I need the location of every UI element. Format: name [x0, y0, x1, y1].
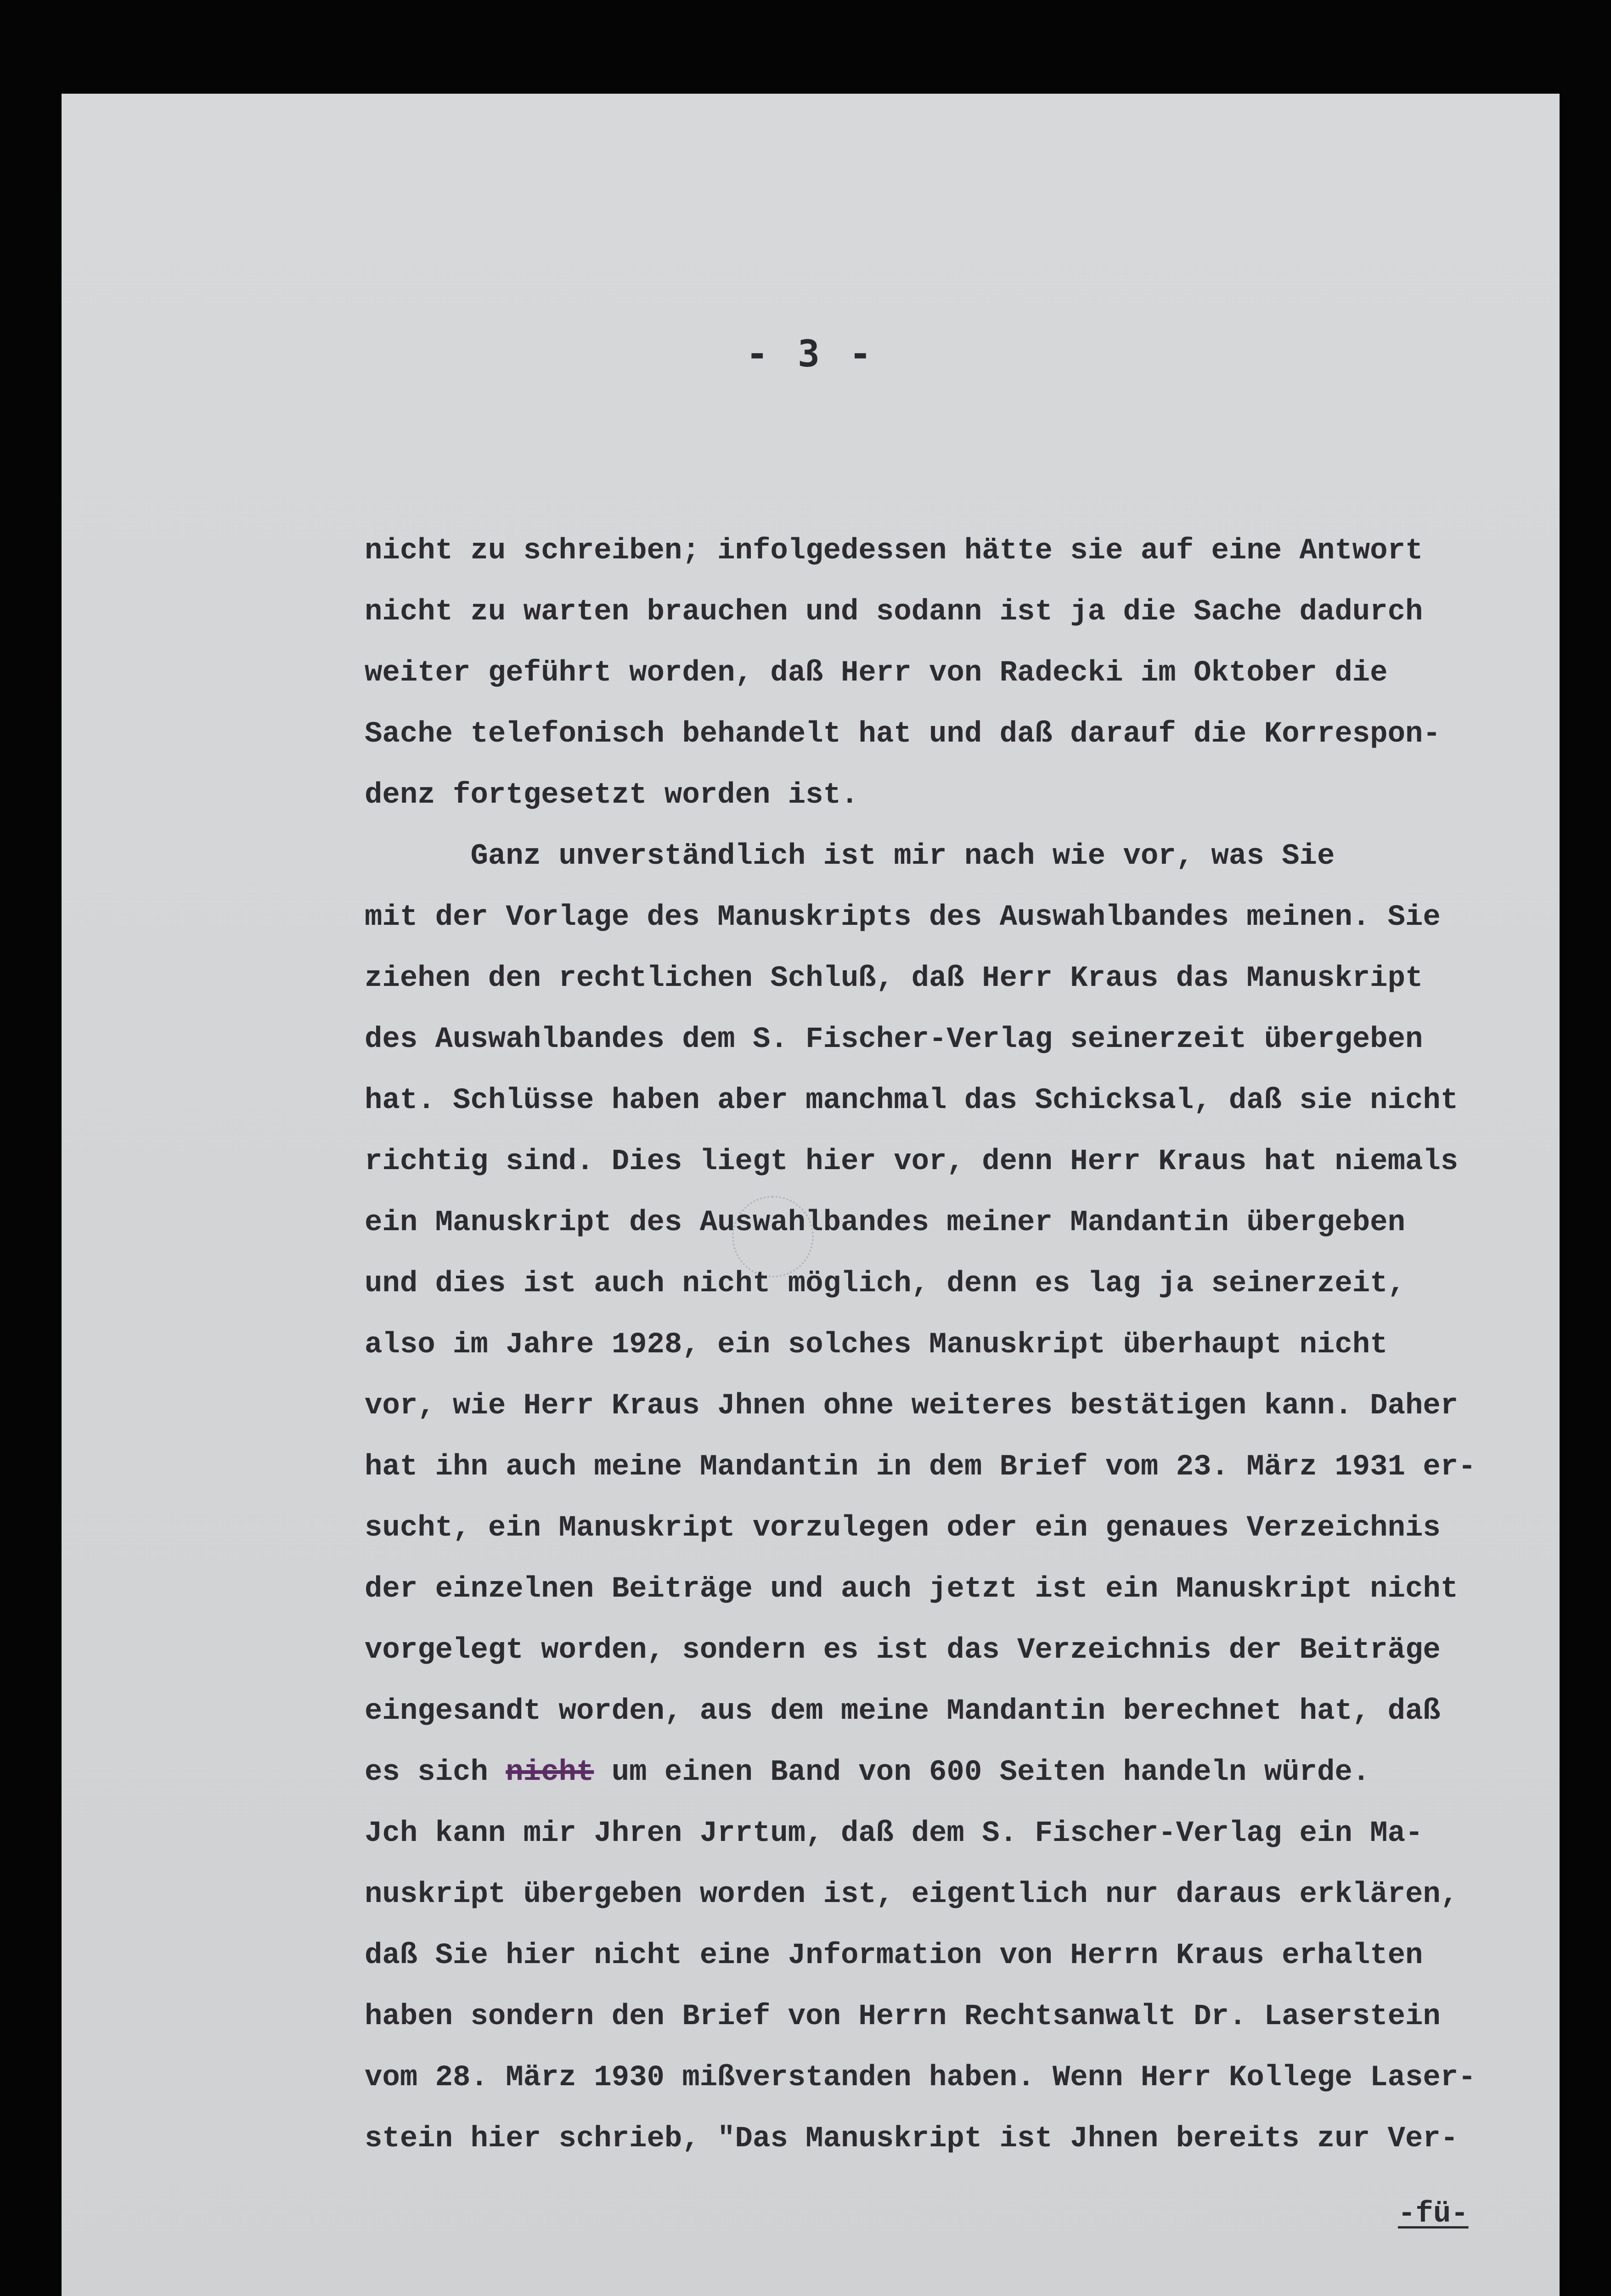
document-page — [62, 94, 1560, 2296]
struck-word: nicht — [506, 1756, 594, 1789]
strike-line-before: es sich — [365, 1756, 506, 1789]
text-line: und dies ist auch nicht möglich, denn es lag ja seinerzeit, — [365, 1267, 1405, 1300]
text-line: also im Jahre 1928, ein solches Manuskript überhaupt nicht — [365, 1328, 1388, 1362]
text-line: daß Sie hier nicht eine Jnformation von Herrn Kraus erhalten — [365, 1939, 1423, 1972]
text-line: stein hier schrieb, "Das Manuskript ist Jhnen bereits zur Ver- — [365, 2122, 1459, 2155]
text-line: ein Manuskript des Auswahlbandes meiner Mandantin übergeben — [365, 1206, 1405, 1239]
text-line: eingesandt worden, aus dem meine Mandantin berechnet hat, daß — [365, 1695, 1441, 1728]
text-line: des Auswahlbandes dem S. Fischer-Verlag seinerzeit übergeben — [365, 1023, 1423, 1056]
text-line: nicht zu warten brauchen und sodann ist ja die Sache dadurch — [365, 596, 1423, 629]
text-line: vor, wie Herr Kraus Jhnen ohne weiteres bestätigen kann. Daher — [365, 1390, 1459, 1423]
text-line: nicht zu schreiben; infolgedessen hätte sie auf eine Antwort — [365, 535, 1423, 568]
page-number: - 3 - — [746, 332, 875, 375]
text-line: sucht, ein Manuskript vorzulegen oder ein genaues Verzeichnis — [365, 1512, 1441, 1545]
text-line: hat ihn auch meine Mandantin in dem Brief vom 23. März 1931 er- — [365, 1451, 1476, 1484]
text-line: haben sondern den Brief von Herrn Rechtsanwalt Dr. Laserstein — [365, 2000, 1441, 2033]
text-line: mit der Vorlage des Manuskripts des Auswahlbandes meinen. Sie — [365, 901, 1441, 934]
text-line: vorgelegt worden, sondern es ist das Verzeichnis der Beiträge — [365, 1634, 1441, 1667]
text-line: der einzelnen Beiträge und auch jetzt ist ein Manuskript nicht — [365, 1573, 1459, 1606]
text-line: Jch kann mir Jhren Jrrtum, daß dem S. Fischer-Verlag ein Ma- — [365, 1817, 1423, 1850]
text-line: hat. Schlüsse haben aber manchmal das Schicksal, daß sie nicht — [365, 1084, 1459, 1117]
text-line: vom 28. März 1930 mißverstanden haben. Wenn Herr Kollege Laser- — [365, 2061, 1476, 2094]
strike-line-after: um einen Band von 600 Seiten handeln würde. — [594, 1756, 1370, 1789]
text-line: richtig sind. Dies liegt hier vor, denn Herr Kraus hat niemals — [365, 1145, 1459, 1178]
text-line: Sache telefonisch behandelt hat und daß darauf die Korrespon- — [365, 718, 1441, 751]
text-line-with-strikethrough — [365, 1742, 1611, 1803]
text-line: Ganz unverständlich ist mir nach wie vor, was Sie — [365, 840, 1335, 873]
text-line: denz fortgesetzt worden ist. — [365, 779, 859, 812]
text-line: ziehen den rechtlichen Schluß, daß Herr Kraus das Manuskript — [365, 962, 1423, 995]
text-line: nuskript übergeben worden ist, eigentlich nur daraus erklären, — [365, 1878, 1459, 1911]
catchword: -fü- — [1398, 2198, 1469, 2231]
text-line: weiter geführt worden, daß Herr von Radecki im Oktober die — [365, 657, 1388, 690]
letter-body — [365, 521, 1611, 2170]
